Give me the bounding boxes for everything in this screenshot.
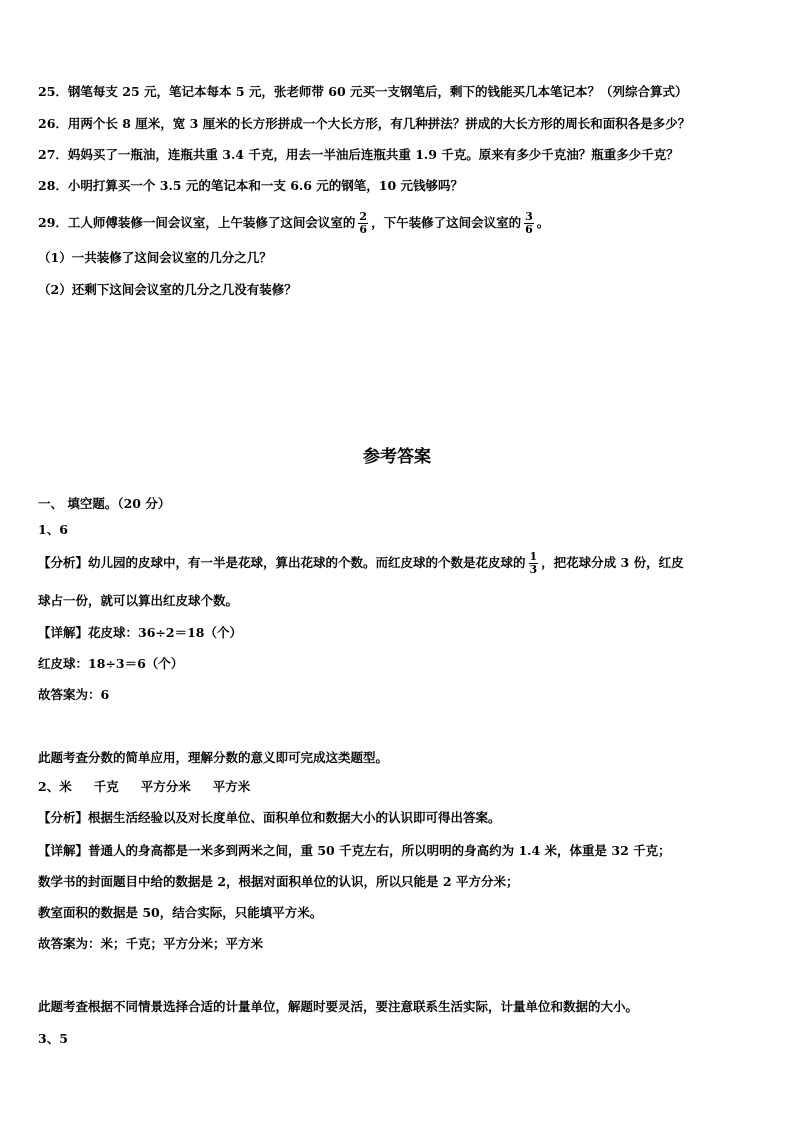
answer-2-final: 故答案为：米；千克；平方分米；平方米 — [38, 936, 264, 951]
question-29-part-2: （2）还剩下这间会议室的几分之几没有装修？ — [38, 282, 297, 297]
fraction-numerator: 3 — [525, 210, 533, 223]
answer-1-detail-2: 红皮球：18÷3＝6（个） — [38, 656, 184, 671]
section-heading: 一、 填空题。（20 分） — [38, 496, 171, 511]
fraction-1-3 — [529, 551, 539, 576]
question-29-part-1: （1）一共装修了这间会议室的几分之几？ — [38, 250, 272, 265]
question-29-text-b: ，下午装修了这间会议室的 — [371, 215, 522, 230]
question-26: 26．用两个长 8 厘米，宽 3 厘米的长方形拼成一个大长方形，有几种拼法？拼成的大长方形的周长和面积各是多少？ — [38, 116, 691, 131]
answer-2-detail-2: 数学书的封面题目中给的数据是 2，根据对面积单位的认识，所以只能是 2 平方分米； — [38, 874, 519, 889]
question-29-text-a: 29．工人师傅装修一间会议室，上午装修了这间会议室的 — [38, 215, 356, 230]
answer-1-analysis-cont: 球占一份，就可以算出红皮球个数。 — [38, 593, 239, 608]
question-27: 27．妈妈买了一瓶油，连瓶共重 3.4 千克，用去一半油后连瓶共重 1.9 千克。原来有多少千克油？瓶重多少千克？ — [38, 147, 679, 162]
answers-title: 参考答案 — [363, 447, 431, 467]
answer-2-detail-3: 教室面积的数据是 50，结合实际，只能填平方米。 — [38, 905, 323, 920]
answer-2-unit-4: 平方米 — [212, 779, 251, 794]
question-25: 25．钢笔每支 25 元，笔记本每本 5 元，张老师带 60 元买一支钢笔后，剩下的钱能买几本笔记本？（列综合算式） — [38, 84, 688, 99]
answer-1-detail-1: 【详解】花皮球：36÷2＝18（个） — [38, 625, 242, 640]
fraction-denominator: 6 — [359, 223, 368, 236]
question-29 — [38, 208, 549, 238]
answer-2-unit-3: 平方分米 — [140, 779, 191, 794]
answer-3: 3、5 — [38, 1031, 68, 1046]
answer-1-final: 故答案为：6 — [38, 687, 110, 702]
fraction-3-6 — [524, 211, 534, 236]
question-29-text-c: 。 — [536, 215, 550, 230]
question-28: 28．小明打算买一个 3.5 元的笔记本和一支 6.6 元的钢笔，10 元钱够吗？ — [38, 178, 464, 193]
fraction-numerator: 2 — [359, 210, 368, 223]
fraction-denominator: 6 — [525, 223, 533, 236]
answer-2-unit-2: 千克 — [93, 779, 119, 794]
answer-2 — [38, 778, 250, 796]
answer-1: 1、6 — [38, 522, 68, 537]
answer-1-analysis — [38, 548, 684, 578]
fraction-numerator: 1 — [529, 550, 538, 563]
answer-1-comment: 此题考查分数的简单应用，理解分数的意义即可完成这类题型。 — [38, 750, 389, 765]
answer-1-analysis-text-a: 【分析】幼儿园的皮球中，有一半是花球，算出花球的个数。而红皮球的个数是花皮球的 — [38, 555, 526, 570]
answer-2-unit-1: 米 — [59, 779, 72, 794]
answer-2-analysis: 【分析】根据生活经验以及对长度单位、面积单位和数据大小的认识即可得出答案。 — [38, 810, 501, 825]
answer-1-analysis-text-b: ，把花球分成 3 份，红皮 — [541, 555, 684, 570]
answer-2-detail-1: 【详解】普通人的身高都是一米多到两米之间，重 50 千克左右，所以明明的身高约为 1.4 米，体重是 32 千克； — [38, 843, 671, 858]
answer-2-label: 2、 — [38, 779, 60, 794]
fraction-2-6 — [358, 211, 368, 236]
fraction-denominator: 3 — [529, 563, 538, 576]
answer-2-comment: 此题考查根据不同情景选择合适的计量单位，解题时要灵活，要注意联系生活实际，计量单位和数据的大小。 — [38, 999, 639, 1014]
